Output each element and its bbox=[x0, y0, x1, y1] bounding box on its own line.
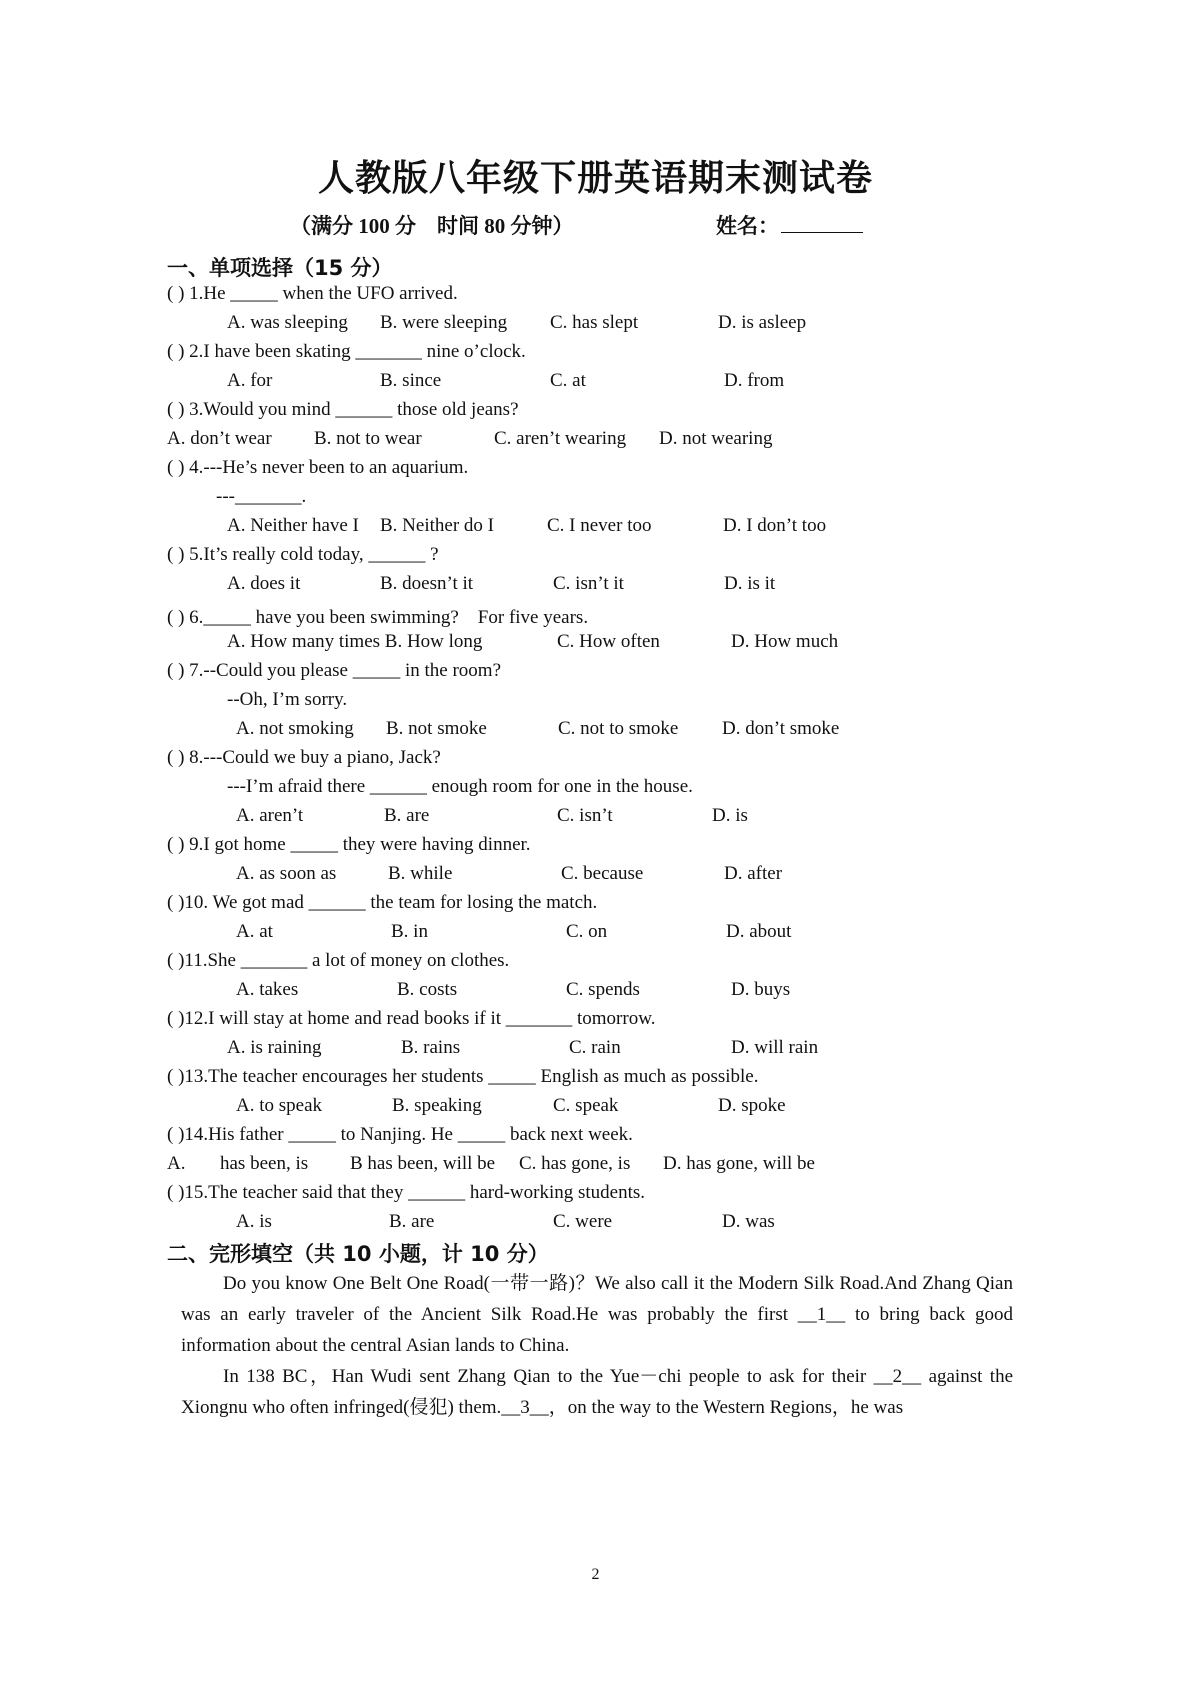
section-1-heading: 一、单项选择（15 分） bbox=[167, 256, 393, 280]
question-line: D. is it bbox=[724, 573, 776, 594]
question-line: D. buys bbox=[731, 979, 791, 1000]
question-line: D. don’t smoke bbox=[722, 718, 840, 739]
question-line: ( ) 8.---Could we buy a piano, Jack? bbox=[167, 747, 441, 768]
question-line: D. has gone, will be bbox=[663, 1153, 815, 1174]
question-line: C. I never too bbox=[547, 515, 652, 536]
question-line: B. rains bbox=[401, 1037, 461, 1058]
question-line: C. at bbox=[550, 370, 586, 391]
question-line: C. because bbox=[561, 863, 644, 884]
question-line: A. is raining bbox=[227, 1037, 322, 1058]
question-line: A. for bbox=[227, 370, 273, 391]
question-line: D. about bbox=[726, 921, 792, 942]
question-line: C. isn’t it bbox=[553, 573, 624, 594]
question-line: A. not smoking bbox=[236, 718, 354, 739]
cloze-passage bbox=[181, 1268, 1013, 1423]
question-line: A. takes bbox=[236, 979, 299, 1000]
question-line: B. not to wear bbox=[314, 428, 422, 449]
cloze-paragraph-2: In 138 BC，Han Wudi sent Zhang Qian to the Yue－chi people to ask for their __2__ against the Xiongnu who often infringed(侵犯) them.__3__，on the way to the Western Regions，he was bbox=[181, 1366, 1013, 1418]
page-title: 人教版八年级下册英语期末测试卷 bbox=[317, 158, 873, 198]
question-line: A. to speak bbox=[236, 1095, 323, 1116]
question-line: ---I’m afraid there ______ enough room for one in the house. bbox=[227, 776, 693, 797]
page-number: 2 bbox=[591, 1566, 600, 1583]
question-line: B. costs bbox=[397, 979, 458, 1000]
name-label: 姓名： bbox=[716, 214, 779, 238]
section-2-heading: 二、完形填空（共 10 小题，计 10 分） bbox=[167, 1242, 549, 1266]
question-line: ( ) 9.I got home _____ they were having dinner. bbox=[167, 834, 531, 855]
question-line: C. has gone, is bbox=[519, 1153, 631, 1174]
question-line: ( ) 5.It’s really cold today, ______ ? bbox=[167, 544, 439, 565]
question-line: C. isn’t bbox=[557, 805, 613, 826]
question-line: D. after bbox=[724, 863, 783, 884]
question-line: D. spoke bbox=[718, 1095, 786, 1116]
question-line: D. will rain bbox=[731, 1037, 819, 1058]
question-line: B. were sleeping bbox=[380, 312, 508, 333]
question-line: A. don’t wear bbox=[167, 428, 272, 449]
question-line: B. in bbox=[391, 921, 428, 942]
question-line: D. How much bbox=[731, 631, 839, 652]
question-line: D. was bbox=[722, 1211, 775, 1232]
question-line: A. How many times B. How long bbox=[227, 631, 483, 652]
name-field bbox=[716, 210, 863, 240]
exam-info: （满分 100 分 时间 80 分钟） bbox=[290, 214, 574, 238]
question-line: D. from bbox=[724, 370, 785, 391]
question-line: D. is asleep bbox=[718, 312, 807, 333]
question-line: ( )10. We got mad ______ the team for losing the match. bbox=[167, 892, 598, 913]
question-line: B. doesn’t it bbox=[380, 573, 474, 594]
question-line: ( )13.The teacher encourages her students _____ English as much as possible. bbox=[167, 1066, 759, 1087]
question-line: --Oh, I’m sorry. bbox=[227, 689, 348, 710]
question-line: B. since bbox=[380, 370, 442, 391]
question-line: C. How often bbox=[557, 631, 660, 652]
question-line: B. speaking bbox=[392, 1095, 482, 1116]
question-line: B has been, will be bbox=[350, 1153, 496, 1174]
name-blank bbox=[781, 216, 863, 233]
question-line: D. not wearing bbox=[659, 428, 773, 449]
question-line: C. not to smoke bbox=[558, 718, 679, 739]
question-line: B. are bbox=[384, 805, 430, 826]
question-line: B. not smoke bbox=[386, 718, 487, 739]
question-line: C. speak bbox=[553, 1095, 619, 1116]
question-line: A. is bbox=[236, 1211, 272, 1232]
question-line: B. while bbox=[388, 863, 453, 884]
question-line: C. rain bbox=[569, 1037, 621, 1058]
question-line: ( ) 3.Would you mind ______ those old jeans? bbox=[167, 399, 519, 420]
question-line: A. as soon as bbox=[236, 863, 337, 884]
question-line: B. are bbox=[389, 1211, 435, 1232]
question-line: D. I don’t too bbox=[723, 515, 827, 536]
question-line: ( ) 6._____ have you been swimming? For five years. bbox=[167, 607, 589, 628]
question-line: D. is bbox=[712, 805, 748, 826]
question-line: ( ) 2.I have been skating _______ nine o’clock. bbox=[167, 341, 526, 362]
question-line: ( )15.The teacher said that they ______ hard-working students. bbox=[167, 1182, 646, 1203]
question-line: ---_______. bbox=[216, 486, 307, 507]
question-line: C. has slept bbox=[550, 312, 639, 333]
question-line: ( )12.I will stay at home and read books if it _______ tomorrow. bbox=[167, 1008, 656, 1029]
question-line: ( ) 7.--Could you please _____ in the room? bbox=[167, 660, 502, 681]
question-line: ( ) 1.He _____ when the UFO arrived. bbox=[167, 283, 458, 304]
question-line: C. were bbox=[553, 1211, 613, 1232]
question-line: A. Neither have I bbox=[227, 515, 359, 536]
question-line: A. was sleeping bbox=[227, 312, 348, 333]
question-line: C. on bbox=[566, 921, 608, 942]
question-line: A. aren’t bbox=[236, 805, 304, 826]
question-line: ( )11.She _______ a lot of money on clothes. bbox=[167, 950, 510, 971]
question-line: C. aren’t wearing bbox=[494, 428, 627, 449]
question-line: B. Neither do I bbox=[380, 515, 494, 536]
question-line: has been, is bbox=[220, 1153, 309, 1174]
question-line: ( )14.His father _____ to Nanjing. He _____ back next week. bbox=[167, 1124, 633, 1145]
question-line: A. bbox=[167, 1153, 186, 1174]
question-line: ( ) 4.---He’s never been to an aquarium. bbox=[167, 457, 469, 478]
question-line: C. spends bbox=[566, 979, 640, 1000]
cloze-paragraph-1: Do you know One Belt One Road(一带一路)？We also call it the Modern Silk Road.And Zhang Qian was an early traveler of the Ancient Silk Road.He was probably the first __1__ to bring back good information about the central Asian lands to China. bbox=[181, 1273, 1013, 1356]
question-line: A. does it bbox=[227, 573, 301, 594]
question-line: A. at bbox=[236, 921, 273, 942]
